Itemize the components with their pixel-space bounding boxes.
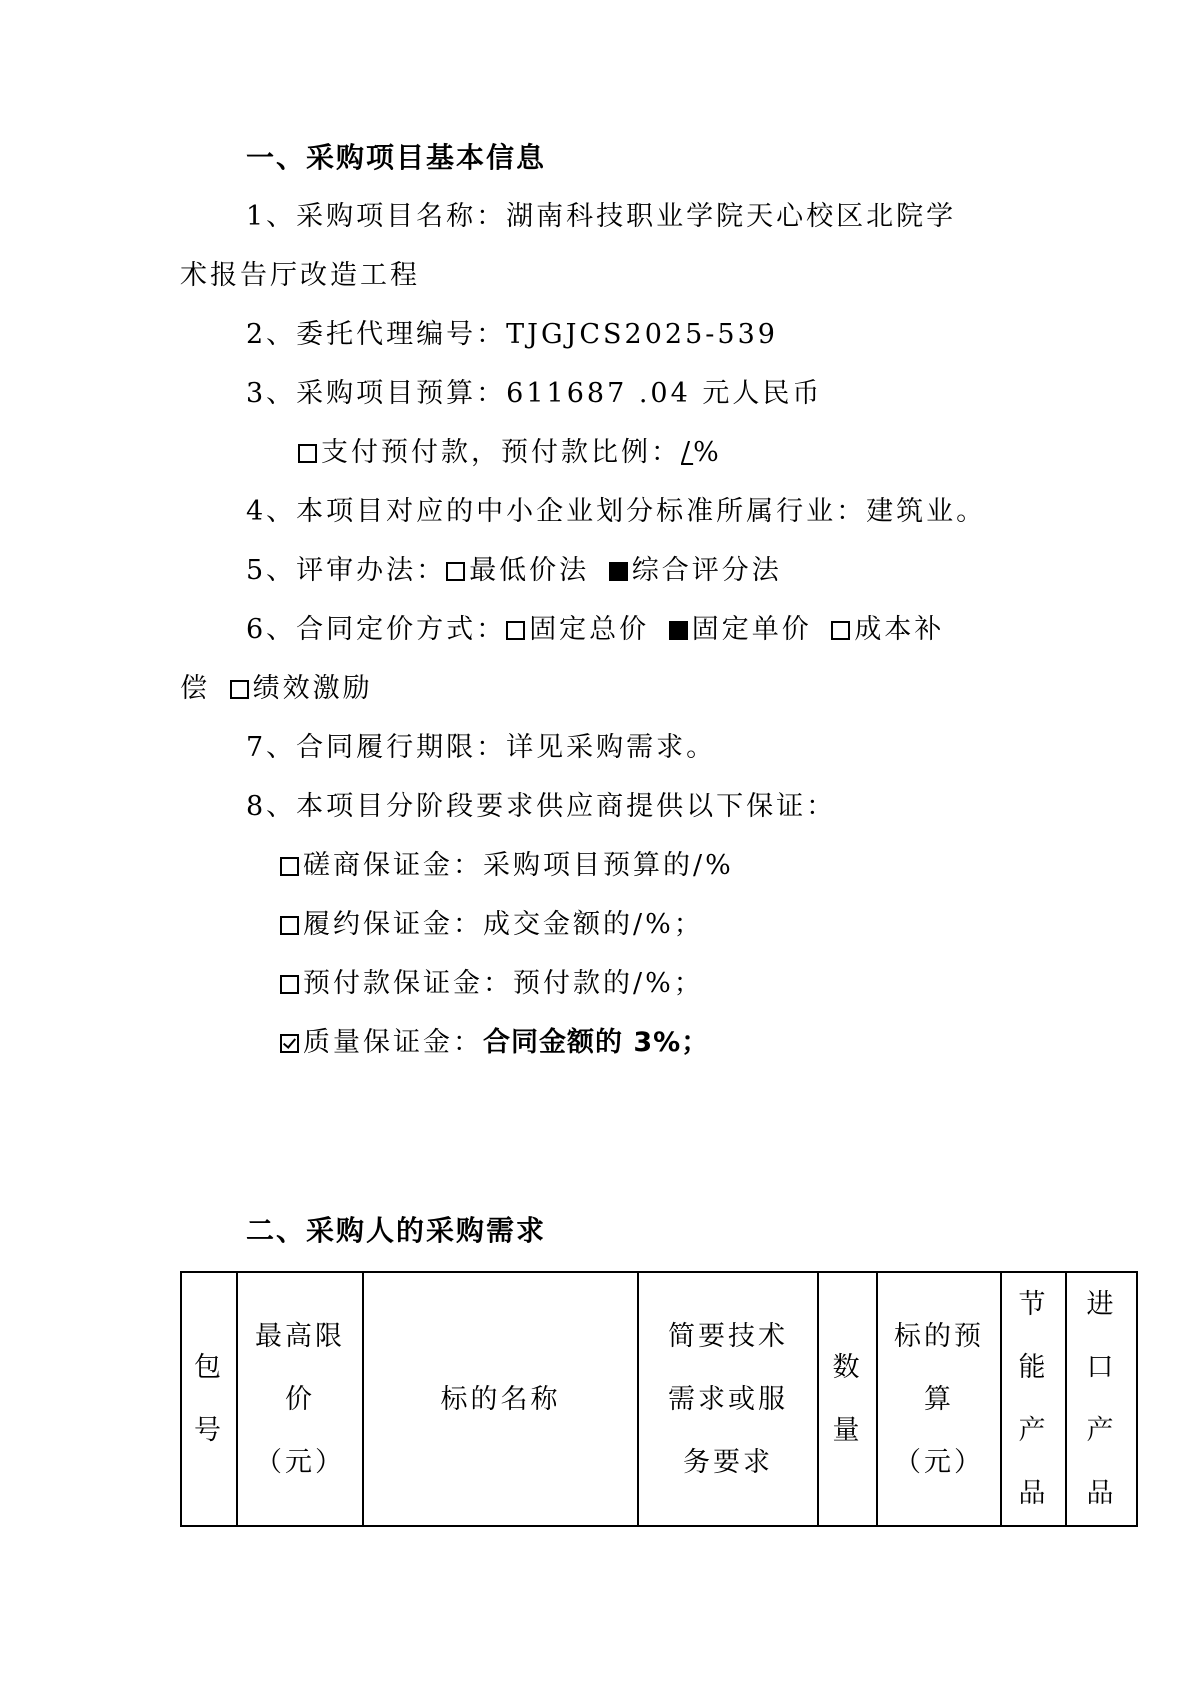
prepay-guarantee-text: 预付款保证金：预付款的/%； (303, 968, 704, 999)
item2-agent-number: 2、委托代理编号：TJGJCS2025-539 (246, 319, 778, 350)
header-energy-saving: 节能产品 (1001, 1272, 1066, 1526)
header-item-budget: 标的预算（元） (877, 1272, 1001, 1526)
section2-heading: 二、采购人的采购需求 (246, 1214, 547, 1247)
item3-budget: 3、采购项目预算：611687 .04 元人民币 (246, 378, 823, 409)
item8-guarantees: 8、本项目分阶段要求供应商提供以下保证： (246, 791, 837, 822)
incentive-checkbox[interactable] (230, 680, 249, 699)
item5-option-lowest-price: 最低价法 (469, 555, 590, 586)
quality-guarantee-label: 质量保证金： (303, 1027, 483, 1058)
quality-guarantee-checkbox[interactable] (280, 1034, 299, 1053)
bid-guarantee-text: 磋商保证金：采购项目预算的/% (303, 850, 734, 881)
header-item-name: 标的名称 (363, 1272, 638, 1526)
section1-heading: 一、采购项目基本信息 (246, 141, 547, 174)
item6-line2 (180, 669, 373, 709)
item6-option-cost-plus-part2: 偿 (180, 673, 210, 704)
prepay-checkbox[interactable] (298, 444, 317, 463)
guarantee-performance (280, 905, 704, 945)
header-quantity: 数量 (818, 1272, 877, 1526)
performance-guarantee-text: 履约保证金：成交金额的/%； (303, 909, 704, 940)
item6-option-cost-plus-part1: 成本补 (854, 614, 945, 645)
fixed-unit-checkbox[interactable] (669, 621, 688, 640)
item6-option-incentive: 绩效激励 (252, 673, 373, 704)
prepay-unit: % (693, 437, 722, 468)
item7-term: 7、合同履行期限：详见采购需求。 (246, 732, 717, 763)
prepay-value: / (681, 437, 694, 468)
item6-option-fixed-unit: 固定单价 (691, 614, 812, 645)
header-package-number: 包号 (181, 1272, 237, 1526)
item5-option-comprehensive: 综合评分法 (631, 555, 782, 586)
quality-guarantee-value: 合同金额的 3%； (483, 1027, 710, 1058)
guarantee-prepay (280, 964, 704, 1004)
prepay-label: 支付预付款，预付款比例： (321, 437, 681, 468)
comprehensive-score-checkbox[interactable] (609, 562, 628, 581)
item1-line2: 术报告厅改造工程 (180, 260, 420, 291)
fixed-total-checkbox[interactable] (506, 621, 525, 640)
performance-guarantee-checkbox[interactable] (280, 916, 299, 935)
requirements-table (180, 1271, 1138, 1527)
lowest-price-checkbox[interactable] (446, 562, 465, 581)
item6-option-fixed-total: 固定总价 (529, 614, 650, 645)
cost-plus-checkbox[interactable] (831, 621, 850, 640)
item4-industry: 4、本项目对应的中小企业划分标准所属行业：建筑业。 (246, 496, 987, 527)
item5-review-method (246, 551, 782, 591)
guarantee-bid (280, 846, 734, 886)
item5-label: 5、评审办法： (246, 555, 447, 586)
header-max-price: 最高限价（元） (237, 1272, 363, 1526)
header-imported: 进口产品 (1066, 1272, 1137, 1526)
guarantee-quality (280, 1023, 709, 1063)
item6-pricing-method (246, 610, 944, 650)
prepay-guarantee-checkbox[interactable] (280, 975, 299, 994)
item6-label: 6、合同定价方式： (246, 614, 507, 645)
prepay-line (298, 433, 722, 473)
table-header-row (181, 1272, 1137, 1526)
header-tech-requirements: 简要技术需求或服务要求 (638, 1272, 818, 1526)
item1-line1: 1、采购项目名称：湖南科技职业学院天心校区北院学 (246, 201, 957, 232)
bid-guarantee-checkbox[interactable] (280, 857, 299, 876)
